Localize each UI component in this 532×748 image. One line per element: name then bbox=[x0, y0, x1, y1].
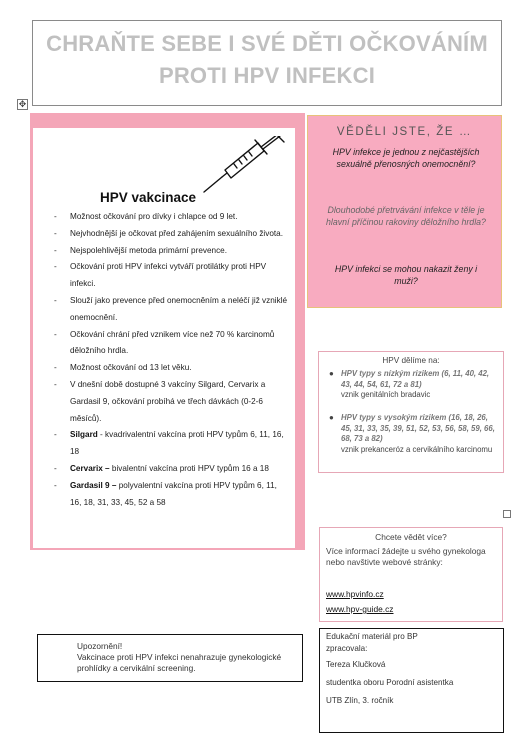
did-you-know-question-1: HPV infekce je jednou z nejčastějších sexuálně přenosných onemocnění? bbox=[332, 147, 480, 170]
hpv-types-box bbox=[318, 351, 504, 473]
more-info-text: Více informací žádejte u svého gynekologa nebo navštivte webové stránky: bbox=[326, 546, 486, 568]
vaccine-item-cervarix bbox=[54, 461, 288, 478]
vaccine-desc: bivalentní vakcína proti HPV typům 16 a 18 bbox=[109, 463, 269, 473]
low-risk-label: HPV typy s nízkým rizikem bbox=[341, 369, 440, 378]
low-risk-desc: vznik genitálních bradavic bbox=[341, 390, 431, 400]
did-you-know-title: VĚDĚLI JSTE, ŽE … bbox=[336, 126, 473, 138]
credit-author: Tereza Klučková bbox=[326, 660, 386, 669]
credits-box bbox=[319, 628, 504, 733]
hpv-types-title: HPV dělíme na: bbox=[382, 356, 440, 365]
move-handle-icon[interactable]: ✥ bbox=[18, 99, 27, 109]
title-box bbox=[32, 20, 502, 106]
list-item: - V dnešní době dostupné 3 vakcíny Silgard, Cervarix a Gardasil 9, očkování probíhá ve třech dávkách (0-2-6 měsíců). bbox=[54, 377, 288, 427]
credit-line: zpracovala: bbox=[326, 644, 368, 653]
link-hpvinfo[interactable]: www.hpvinfo.cz bbox=[326, 589, 384, 599]
list-item: - Nejspolehlivější metoda primární prevence. bbox=[54, 243, 288, 260]
low-risk-numbers: (6, 11, 40, 42, 43, 44, 54, 61, 72 a 81) bbox=[341, 369, 490, 389]
vaccine-name: Gardasil 9 – bbox=[70, 480, 117, 490]
list-item: - Nejvhodnější je očkovat před zahájením sexuálního života. bbox=[54, 226, 288, 243]
vaccination-list bbox=[54, 209, 288, 511]
credit-line: UTB Zlín, 3. ročník bbox=[326, 696, 394, 705]
did-you-know-question-2: Dlouhodobé přetrvávání infekce v těle je hlavní příčinou rakoviny děložního hrdla? bbox=[326, 205, 486, 228]
bullet-icon: ● bbox=[329, 413, 334, 422]
page-title-line-2: PROTI HPV INFEKCI bbox=[158, 63, 376, 88]
vaccine-item-gardasil bbox=[54, 478, 288, 512]
bullet-icon: ● bbox=[329, 369, 334, 378]
high-risk-desc: vznik prekanceróz a cervikálního karcinomu bbox=[341, 444, 493, 454]
hpv-type-high-risk bbox=[329, 413, 499, 455]
list-item: - Očkování chrání před vznikem více než 70 % karcinomů děložního hrdla. bbox=[54, 327, 288, 361]
list-item: - Slouží jako prevence před onemocněním a neléčí již vzniklé onemocnění. bbox=[54, 293, 288, 327]
more-info-box bbox=[319, 527, 503, 622]
high-risk-numbers: (16, 18, 26, 45, 31, 33, 35, 39, 51, 52, 53, 56, 58, 59, 66, 68, 73 a 82) bbox=[341, 413, 495, 444]
did-you-know-question-3: HPV infekci se mohou nakazit ženy i muži? bbox=[334, 264, 478, 287]
syringe-icon bbox=[200, 136, 292, 196]
warning-heading: Upozornění! bbox=[77, 641, 123, 651]
more-info-title: Chcete vědět více? bbox=[375, 532, 447, 542]
did-you-know-box bbox=[307, 115, 502, 308]
warning-body: Vakcinace proti HPV infekci nenahrazuje gynekologické prohlídky a cervikální screening. bbox=[77, 652, 282, 673]
page-title-line-1: CHRAŇTE SEBE I SVÉ DĚTI OČKOVÁNÍM bbox=[46, 31, 488, 56]
high-risk-label: HPV typy s vysokým rizikem bbox=[341, 413, 447, 422]
list-item: - Možnost očkování od 13 let věku. bbox=[54, 360, 288, 377]
credit-line: studentka oboru Porodní asistentka bbox=[326, 678, 454, 687]
warning-text bbox=[77, 641, 301, 674]
vaccination-heading: HPV vakcinace bbox=[100, 190, 197, 205]
vaccine-name: Cervarix – bbox=[70, 463, 110, 473]
list-item: - Možnost očkování pro dívky i chlapce od 9 let. bbox=[54, 209, 288, 226]
list-item: - Očkování proti HPV infekci vytváří protilátky proti HPV infekci. bbox=[54, 259, 288, 293]
vaccine-item-silgard bbox=[54, 427, 288, 461]
vaccine-desc: - kvadrivalentní vakcína proti HPV typům 6, 11, 16, 18 bbox=[70, 430, 284, 457]
link-hpv-guide[interactable]: www.hpv-guide.cz bbox=[326, 604, 394, 614]
resize-handle[interactable] bbox=[503, 510, 511, 518]
hpv-type-low-risk bbox=[329, 369, 499, 401]
credit-line: Edukační materiál pro BP bbox=[326, 632, 418, 641]
vaccine-desc: polyvalentní vakcína proti HPV typům 6, 11, 16, 18, 31, 33, 45, 52 a 58 bbox=[70, 480, 277, 507]
vaccine-name: Silgard bbox=[70, 430, 98, 440]
warning-box bbox=[37, 634, 303, 682]
